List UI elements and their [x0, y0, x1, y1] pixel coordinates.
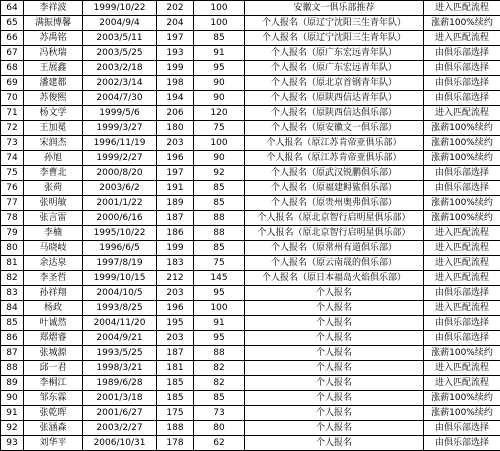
birth-date-cell: 2001/6/27 — [83, 406, 157, 421]
status-cell: 由俱乐部选择 — [424, 46, 500, 61]
height-cell: 187 — [157, 211, 194, 226]
height-cell: 202 — [157, 1, 194, 16]
table-row — [1, 106, 500, 121]
status-cell: 进入匹配流程 — [424, 271, 500, 286]
birth-date-cell: 1998/3/21 — [83, 361, 157, 376]
row-number-cell: 78 — [1, 211, 24, 226]
row-number-cell: 68 — [1, 61, 24, 76]
row-number-cell: 64 — [1, 1, 24, 16]
table-row — [1, 421, 500, 436]
weight-cell: 95 — [194, 286, 245, 301]
weight-cell: 88 — [194, 211, 245, 226]
recommendation-cell: 个人报名 — [245, 421, 424, 436]
birth-date-cell: 2004/10/5 — [83, 286, 157, 301]
recommendation-cell: 个人报名（原日本福岛火焰俱乐部） — [245, 271, 424, 286]
birth-date-cell: 2001/3/18 — [83, 391, 157, 406]
birth-date-cell: 2001/1/22 — [83, 196, 157, 211]
height-cell: 194 — [157, 91, 194, 106]
recommendation-cell: 个人报名（原贵州奥弗俱乐部） — [245, 196, 424, 211]
table-row — [1, 46, 500, 61]
weight-cell: 85 — [194, 196, 245, 211]
height-cell: 212 — [157, 271, 194, 286]
birth-date-cell: 1999/3/27 — [83, 121, 157, 136]
weight-cell: 120 — [194, 106, 245, 121]
status-cell: 进入匹配流程 — [424, 226, 500, 241]
status-cell: 进入匹配流程 — [424, 1, 500, 16]
status-cell: 进入匹配流程 — [424, 106, 500, 121]
table-row — [1, 166, 500, 181]
player-name-cell: 李祥波 — [24, 1, 83, 16]
status-cell: 涨薪100%续约 — [424, 211, 500, 226]
height-cell: 178 — [157, 436, 194, 451]
player-name-cell: 张言雷 — [24, 211, 83, 226]
table-row — [1, 301, 500, 316]
height-cell: 175 — [157, 406, 194, 421]
birth-date-cell: 2003/5/25 — [83, 46, 157, 61]
recommendation-cell: 个人报名 — [245, 331, 424, 346]
birth-date-cell: 2000/8/20 — [83, 166, 157, 181]
row-number-cell: 91 — [1, 406, 24, 421]
height-cell: 185 — [157, 376, 194, 391]
player-name-cell: 宋润杰 — [24, 136, 83, 151]
height-cell: 203 — [157, 136, 194, 151]
status-cell: 涨薪100%续约 — [424, 391, 500, 406]
recommendation-cell: 个人报名（原北京智行启明星俱乐部） — [245, 226, 424, 241]
status-cell: 由俱乐部选择 — [424, 421, 500, 436]
player-name-cell: 李桐江 — [24, 376, 83, 391]
row-number-cell: 75 — [1, 166, 24, 181]
weight-cell: 90 — [194, 76, 245, 91]
status-cell: 进入匹配流程 — [424, 376, 500, 391]
player-name-cell: 王加冕 — [24, 121, 83, 136]
birth-date-cell: 2003/2/27 — [83, 421, 157, 436]
recommendation-cell: 个人报名（原广东宏远青年队） — [245, 46, 424, 61]
status-cell: 涨薪100%续约 — [424, 16, 500, 31]
height-cell: 180 — [157, 121, 194, 136]
weight-cell: 82 — [194, 376, 245, 391]
player-name-cell: 张乾晖 — [24, 406, 83, 421]
player-name-cell: 李曹北 — [24, 166, 83, 181]
table-row — [1, 121, 500, 136]
recommendation-cell: 个人报名（原辽宁沈阳三生青年队） — [245, 31, 424, 46]
row-number-cell: 85 — [1, 316, 24, 331]
height-cell: 206 — [157, 106, 194, 121]
status-cell: 由俱乐部选择 — [424, 316, 500, 331]
status-cell: 涨薪100%续约 — [424, 151, 500, 166]
row-number-cell: 87 — [1, 346, 24, 361]
recommendation-cell: 个人报名 — [245, 406, 424, 421]
table-row — [1, 271, 500, 286]
recommendation-cell: 个人报名（原福建鲟鲨俱乐部） — [245, 181, 424, 196]
recommendation-cell: 个人报名 — [245, 376, 424, 391]
weight-cell: 85 — [194, 181, 245, 196]
height-cell: 197 — [157, 31, 194, 46]
height-cell: 186 — [157, 226, 194, 241]
table-row — [1, 151, 500, 166]
recommendation-cell: 个人报名 — [245, 361, 424, 376]
row-number-cell: 80 — [1, 241, 24, 256]
weight-cell: 100 — [194, 301, 245, 316]
player-name-cell: 王展鑫 — [24, 61, 83, 76]
row-number-cell: 69 — [1, 76, 24, 91]
table-row — [1, 31, 500, 46]
weight-cell: 73 — [194, 406, 245, 421]
weight-cell: 88 — [194, 346, 245, 361]
player-name-cell: 余达泉 — [24, 256, 83, 271]
row-number-cell: 93 — [1, 436, 24, 451]
status-cell: 由俱乐部选择 — [424, 76, 500, 91]
weight-cell: 95 — [194, 61, 245, 76]
status-cell: 由俱乐部选择 — [424, 331, 500, 346]
birth-date-cell: 2006/10/31 — [83, 436, 157, 451]
birth-date-cell: 1999/10/15 — [83, 271, 157, 286]
height-cell: 188 — [157, 421, 194, 436]
birth-date-cell: 2002/3/14 — [83, 76, 157, 91]
birth-date-cell: 2003/6/2 — [83, 181, 157, 196]
row-number-cell: 81 — [1, 256, 24, 271]
row-number-cell: 79 — [1, 226, 24, 241]
status-cell: 由俱乐部选择 — [424, 61, 500, 76]
player-name-cell: 张涵森 — [24, 421, 83, 436]
recommendation-cell: 个人报名 — [245, 286, 424, 301]
height-cell: 181 — [157, 361, 194, 376]
player-name-cell: 张荷 — [24, 181, 83, 196]
weight-cell: 90 — [194, 151, 245, 166]
table-row — [1, 211, 500, 226]
row-number-cell: 72 — [1, 121, 24, 136]
player-name-cell: 苏俊熙 — [24, 91, 83, 106]
birth-date-cell: 2003/2/18 — [83, 61, 157, 76]
player-name-cell: 潘建都 — [24, 76, 83, 91]
recommendation-cell: 个人报名（原安徽文一俱乐部） — [245, 121, 424, 136]
birth-date-cell: 2003/5/11 — [83, 31, 157, 46]
weight-cell: 82 — [194, 361, 245, 376]
recommendation-cell: 个人报名（原常州有道俱乐部） — [245, 241, 424, 256]
birth-date-cell: 2000/6/16 — [83, 211, 157, 226]
table-row — [1, 361, 500, 376]
player-name-cell: 张明敏 — [24, 196, 83, 211]
player-name-cell: 马晓岐 — [24, 241, 83, 256]
table-row — [1, 331, 500, 346]
weight-cell: 145 — [194, 271, 245, 286]
recommendation-cell: 个人报名 — [245, 301, 424, 316]
row-number-cell: 83 — [1, 286, 24, 301]
weight-cell: 100 — [194, 136, 245, 151]
player-name-cell: 叶诚然 — [24, 316, 83, 331]
weight-cell: 80 — [194, 421, 245, 436]
weight-cell: 85 — [194, 391, 245, 406]
recommendation-cell: 个人报名（原广东宏远青年队） — [245, 61, 424, 76]
birth-date-cell: 2004/9/21 — [83, 331, 157, 346]
row-number-cell: 74 — [1, 151, 24, 166]
height-cell: 203 — [157, 286, 194, 301]
table-row — [1, 376, 500, 391]
row-number-cell: 71 — [1, 106, 24, 121]
birth-date-cell: 2004/9/4 — [83, 16, 157, 31]
weight-cell: 90 — [194, 91, 245, 106]
table-row — [1, 181, 500, 196]
recommendation-cell: 个人报名（原云南晟的俱乐部） — [245, 256, 424, 271]
weight-cell: 85 — [194, 241, 245, 256]
player-name-cell: 邱一君 — [24, 361, 83, 376]
height-cell: 199 — [157, 61, 194, 76]
birth-date-cell: 1999/10/22 — [83, 1, 157, 16]
height-cell: 196 — [157, 151, 194, 166]
height-cell: 187 — [157, 346, 194, 361]
recommendation-cell: 个人报名（原北京智行启明星俱乐部） — [245, 211, 424, 226]
weight-cell: 75 — [194, 256, 245, 271]
status-cell: 由俱乐部选择 — [424, 436, 500, 451]
status-cell: 进入匹配流程 — [424, 241, 500, 256]
status-cell: 涨薪100%续约 — [424, 121, 500, 136]
height-cell: 193 — [157, 46, 194, 61]
birth-date-cell: 1999/5/6 — [83, 106, 157, 121]
row-number-cell: 82 — [1, 271, 24, 286]
row-number-cell: 73 — [1, 136, 24, 151]
table-row — [1, 1, 500, 16]
recommendation-cell: 个人报名（原江苏肯帝亚俱乐部） — [245, 136, 424, 151]
weight-cell: 88 — [194, 226, 245, 241]
recommendation-cell: 个人报名 — [245, 316, 424, 331]
birth-date-cell: 1993/5/25 — [83, 346, 157, 361]
recommendation-cell: 安徽文一俱乐部推荐 — [245, 1, 424, 16]
height-cell: 191 — [157, 181, 194, 196]
birth-date-cell: 1999/2/27 — [83, 151, 157, 166]
birth-date-cell: 1993/8/25 — [83, 301, 157, 316]
table-body — [1, 1, 500, 451]
row-number-cell: 70 — [1, 91, 24, 106]
weight-cell: 91 — [194, 46, 245, 61]
recommendation-cell: 个人报名（原陕西信达青年队） — [245, 91, 424, 106]
row-number-cell: 67 — [1, 46, 24, 61]
row-number-cell: 88 — [1, 361, 24, 376]
weight-cell: 91 — [194, 316, 245, 331]
row-number-cell: 92 — [1, 421, 24, 436]
table-row — [1, 226, 500, 241]
table-row — [1, 76, 500, 91]
table-row — [1, 406, 500, 421]
weight-cell: 100 — [194, 16, 245, 31]
height-cell: 198 — [157, 76, 194, 91]
player-name-cell: 苏禹铭 — [24, 31, 83, 46]
birth-date-cell: 1996/6/5 — [83, 241, 157, 256]
player-name-cell: 冯秋瑞 — [24, 46, 83, 61]
row-number-cell: 89 — [1, 376, 24, 391]
weight-cell: 62 — [194, 436, 245, 451]
row-number-cell: 77 — [1, 196, 24, 211]
recommendation-cell: 个人报名（原辽宁沈阳三生青年队） — [245, 16, 424, 31]
table-row — [1, 61, 500, 76]
weight-cell: 100 — [194, 1, 245, 16]
row-number-cell: 84 — [1, 301, 24, 316]
birth-date-cell: 1996/11/19 — [83, 136, 157, 151]
status-cell: 涨薪100%续约 — [424, 196, 500, 211]
height-cell: 196 — [157, 301, 194, 316]
height-cell: 203 — [157, 331, 194, 346]
birth-date-cell: 1995/10/22 — [83, 226, 157, 241]
player-name-cell: 李楠 — [24, 226, 83, 241]
status-cell: 进入匹配流程 — [424, 301, 500, 316]
status-cell: 由俱乐部选择 — [424, 166, 500, 181]
table-row — [1, 436, 500, 451]
player-name-cell: 孙祥翔 — [24, 286, 83, 301]
recommendation-cell: 个人报名（原江苏肯帝亚俱乐部） — [245, 151, 424, 166]
table-row — [1, 346, 500, 361]
weight-cell: 75 — [194, 121, 245, 136]
status-cell: 涨薪100%续约 — [424, 346, 500, 361]
recommendation-cell: 个人报名（原北京首钢青年队） — [245, 76, 424, 91]
table-row — [1, 286, 500, 301]
player-name-cell: 刘华平 — [24, 436, 83, 451]
table-row — [1, 316, 500, 331]
status-cell: 由俱乐部选择 — [424, 91, 500, 106]
table-row — [1, 256, 500, 271]
row-number-cell: 76 — [1, 181, 24, 196]
player-name-cell: 杨政 — [24, 301, 83, 316]
status-cell: 涨薪100%续约 — [424, 136, 500, 151]
recommendation-cell: 个人报名（原陕西信达俱乐部） — [245, 106, 424, 121]
table-row — [1, 136, 500, 151]
birth-date-cell: 1997/8/19 — [83, 256, 157, 271]
player-name-cell: 邹东霖 — [24, 391, 83, 406]
height-cell: 197 — [157, 166, 194, 181]
weight-cell: 95 — [194, 331, 245, 346]
table-row — [1, 196, 500, 211]
status-cell: 进入匹配流程 — [424, 361, 500, 376]
table-row — [1, 391, 500, 406]
birth-date-cell: 1989/6/28 — [83, 376, 157, 391]
row-number-cell: 66 — [1, 31, 24, 46]
row-number-cell: 65 — [1, 16, 24, 31]
height-cell: 195 — [157, 316, 194, 331]
height-cell: 189 — [157, 196, 194, 211]
table-row — [1, 91, 500, 106]
player-name-cell: 张城源 — [24, 346, 83, 361]
height-cell: 185 — [157, 391, 194, 406]
status-cell: 由俱乐部选择 — [424, 286, 500, 301]
player-name-cell: 孙旭 — [24, 151, 83, 166]
player-name-cell: 杨文学 — [24, 106, 83, 121]
status-cell: 进入匹配流程 — [424, 31, 500, 46]
weight-cell: 92 — [194, 166, 245, 181]
recommendation-cell: 个人报名 — [245, 436, 424, 451]
height-cell: 183 — [157, 256, 194, 271]
status-cell: 进入匹配流程 — [424, 256, 500, 271]
status-cell: 涨薪100%续约 — [424, 406, 500, 421]
player-name-cell: 满振博馨 — [24, 16, 83, 31]
row-number-cell: 90 — [1, 391, 24, 406]
recommendation-cell: 个人报名（原武汉锐鹏俱乐部） — [245, 166, 424, 181]
table-row — [1, 16, 500, 31]
recommendation-cell: 个人报名 — [245, 391, 424, 406]
height-cell: 199 — [157, 241, 194, 256]
table-row — [1, 241, 500, 256]
birth-date-cell: 2004/7/30 — [83, 91, 157, 106]
player-name-cell: 郑熠睿 — [24, 331, 83, 346]
recommendation-cell: 个人报名 — [245, 346, 424, 361]
height-cell: 204 — [157, 16, 194, 31]
weight-cell: 85 — [194, 31, 245, 46]
birth-date-cell: 2004/11/20 — [83, 316, 157, 331]
status-cell: 由俱乐部选择 — [424, 181, 500, 196]
player-name-cell: 李圣哲 — [24, 271, 83, 286]
row-number-cell: 86 — [1, 331, 24, 346]
